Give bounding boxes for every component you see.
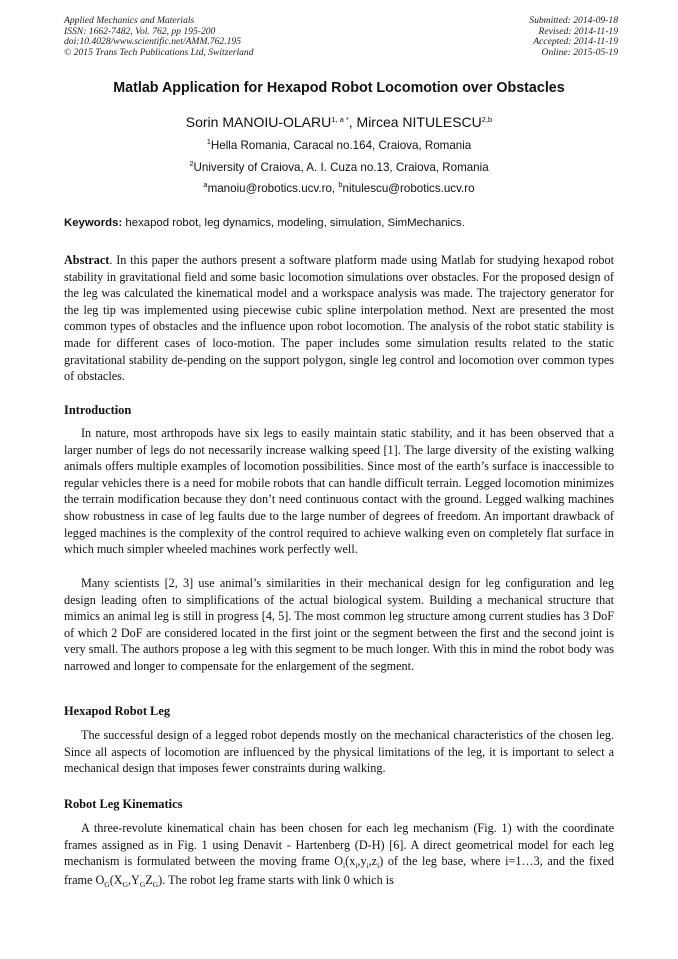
keywords-label: Keywords: [64, 217, 123, 229]
paragraph-text: Z [145, 872, 153, 887]
revised-date: Revised: 2014-11-19 [538, 25, 618, 37]
author-list [0, 114, 678, 130]
abstract-label: Abstract [64, 253, 110, 267]
email-mark: a [203, 180, 208, 189]
keywords [64, 217, 624, 229]
paragraph-text: ). The robot leg frame starts with link 0 which is [158, 872, 394, 887]
section-heading-hexapod-leg: Hexapod Robot Leg [64, 704, 171, 718]
affiliation-text: Hella Romania, Caracal no.164, Craiova, Romania [210, 139, 472, 152]
subscript: G [152, 879, 159, 889]
paragraph-text: ,Y [127, 872, 140, 887]
subscript: i [377, 861, 380, 871]
paragraph-text: (X [109, 872, 123, 887]
email-mark: b [338, 180, 343, 189]
subscript: G [122, 879, 128, 889]
paragraph-text: ) of the leg base, where i=1…3, and the fixed frame O [64, 854, 614, 887]
author-name: Sorin MANOIU-OLARU [185, 114, 332, 130]
paragraph-text: A three-revolute kinematical chain has been chosen for each leg mechanism (Fig. 1) with the coordinate frames assigned as in Fig. 1 using Denavit - Hartenberg (D-H) [6]. A direct geometrical model for each leg mechanism is formulated between the moving frame O [64, 821, 614, 869]
author-separator: , [348, 114, 357, 130]
paragraph [64, 820, 614, 890]
author-emails [0, 182, 678, 195]
journal-doi: doi:10.4028/www.scientific.net/AMM.762.195 [64, 36, 242, 48]
submitted-date: Submitted: 2014-09-18 [529, 15, 618, 26]
journal-info [64, 16, 254, 58]
author-name: Mircea NITULESCU [356, 114, 482, 130]
subscript: G [104, 879, 110, 889]
submission-dates [529, 16, 618, 58]
affiliation [0, 139, 678, 152]
affiliation-text: University of Craiova, A. I. Cuza no.13, Craiova, Romania [193, 161, 489, 174]
paragraph-text: ,z [368, 854, 378, 869]
paragraph-text: (x [345, 854, 356, 869]
paper-title: Matlab Application for Hexapod Robot Locomotion over Obstacles [113, 80, 565, 96]
accepted-date: Accepted: 2014-11-19 [533, 36, 618, 48]
paragraph: Many scientists [2, 3] use animal’s similarities in their mechanical design for leg configuration and leg design leading often to simplifications of the actual biological system. Building a mechanical structure that mimics an animal leg is still in progress [4, 5]. The most common leg structure among current studies has 3 DoF of which 2 DoF are considered located in the first joint or the segment between the first and the second joint is very small. The authors propose a leg with this segment to be much longer. With this in mind the robot body was narrowed and longer to compensate for the enlargement of the segment. [64, 576, 614, 673]
subscript: i [366, 861, 369, 871]
section-heading-introduction: Introduction [64, 403, 132, 417]
subscript: i [355, 861, 358, 871]
paragraph-text: ,y [357, 854, 367, 869]
subscript: i [343, 861, 346, 871]
abstract-text: . In this paper the authors present a software platform made using Matlab for studying hexapod robot stability in gravitational field and some basic locomotion simulations over obstacles. For the proposed design of the leg was calculated the kinematical model and a workspace analysis was made. The trajectory generator for the leg tip was implemented using piecewise cubic spline interpolation method. Next are presented the most common types of obstacles and the influence upon robot locomotion. The analysis of the robot static stability is made for different cases of loco-motion. The paper includes some simulation results related to the static gravitational stability de-pending on the support polygon, single leg control and locomotion over common types of obstacles. [64, 253, 614, 384]
affiliation [0, 161, 678, 174]
paragraph: The successful design of a legged robot depends mostly on the mechanical characteristics of the chosen leg. Since all aspects of locomotion are influenced by the physical limitations of the leg, it is important to select a mechanical design that imposes fewer constraints during walking. [64, 728, 614, 776]
journal-issn: ISSN: 1662-7482, Vol. 762, pp 195-200 [64, 25, 216, 37]
author-affiliation-mark: 2,b [481, 115, 493, 124]
author-affiliation-mark: 1, a * [331, 115, 349, 124]
affiliation-mark: 2 [189, 159, 194, 168]
subscript: G [139, 879, 146, 889]
section-heading-kinematics: Robot Leg Kinematics [64, 797, 183, 811]
journal-name: Applied Mechanics and Materials [64, 15, 195, 26]
email-address: nitulescu@robotics.ucv.ro [342, 182, 475, 195]
email-address: manoiu@robotics.ucv.ro, [207, 182, 339, 195]
keywords-text: hexapod robot, leg dynamics, modeling, simulation, SimMechanics. [122, 217, 465, 229]
paragraph: In nature, most arthropods have six legs to easily maintain static stability, and it has been observed that a larger number of legs do not necessarily increase walking speed [1]. The large diversity of the existing walking animals offers multiple examples of locomotion possibilities. Since most of the earth’s surface is inaccessible to regular vehicles there is a need for mobile robots that can handle difficult terrain. Legged locomotion minimizes the terrain modification because they don’t need continuous contact with the ground. Legged walking machines show robustness in case of leg faults due to the large number of degrees of freedom. An important drawback of legged machines is the complexity of the control required to achieve walking even on completely flat surface in which much simpler wheeled machines work perfectly well. [64, 426, 614, 557]
journal-copyright: © 2015 Trans Tech Publications Ltd, Switzerland [64, 46, 254, 58]
online-date: Online: 2015-05-19 [541, 46, 618, 58]
abstract [64, 252, 614, 385]
affiliation-mark: 1 [206, 137, 211, 146]
